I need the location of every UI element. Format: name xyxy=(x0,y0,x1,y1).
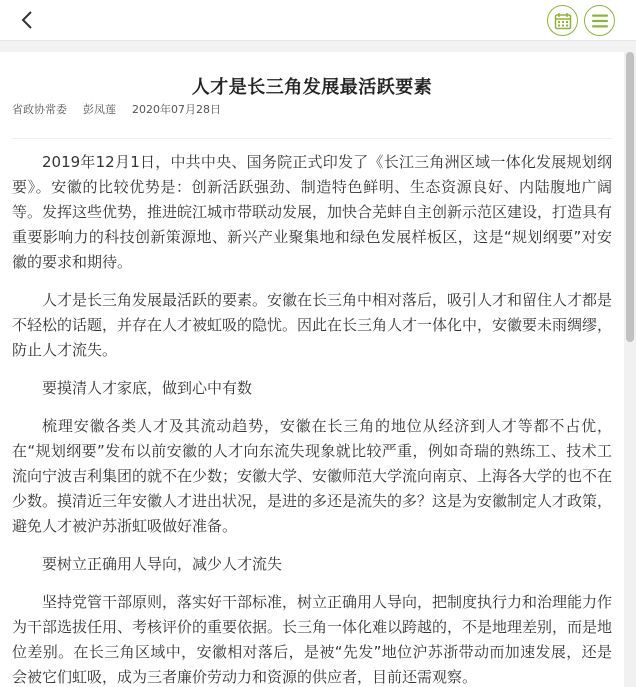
article-author: 彭凤莲 xyxy=(83,103,116,116)
back-button[interactable] xyxy=(16,8,40,32)
article-source: 省政协常委 xyxy=(12,103,67,116)
calendar-icon xyxy=(554,12,572,30)
article-body xyxy=(0,52,624,687)
article-date: 2020年07月28日 xyxy=(132,103,221,116)
calendar-button[interactable] xyxy=(547,5,578,36)
paragraph: 人才是长三角发展最活跃的要素。安徽在长三角中相对落后，吸引人才和留住人才都是不轻松的话题，并存在人才被虹吸的隐忧。因此在长三角人才一体化中，安徽要未雨绸缪，防止人才流失。 xyxy=(12,291,613,359)
paragraph: 梳理安徽各类人才及其流动趋势，安徽在长三角的地位从经济到人才等都不占优，在“规划纲要”发布以前安徽的人才向东流失现象就比较严重，例如奇瑞的熟练工、技术工流向宁波吉利集团的就不在少数；安徽大学、安徽师范大学流向南京、上海各大学的也不在少数。摸清近三年安徽人才进出状况，是进的多还是流失的多？这是为安徽制定人才政策，避免人才被沪苏浙虹吸做好准备。 xyxy=(12,417,613,535)
scrollbar-thumb[interactable] xyxy=(626,52,634,342)
section-heading: 要树立正确用人导向，减少人才流失 xyxy=(42,555,283,573)
meta-divider xyxy=(12,138,612,139)
paragraph: 坚持党管干部原则，落实好干部标准，树立正确用人导向，把制度执行力和治理能力作为干部选拔任用、考核评价的重要依据。长三角一体化难以跨越的，不是地理差别，而是地位差别。在长三角区域中，安徽相对落后，是被“先发”地位沪苏浙带动而加速发展，还是会被它们虹吸，成为三者廉价劳动力和资源的供应者，目前还需观察。 xyxy=(12,593,613,686)
section-heading: 要摸清人才家底，做到心中有数 xyxy=(42,379,253,397)
chevron-left-icon xyxy=(16,8,40,32)
article-meta xyxy=(12,102,612,118)
menu-button[interactable] xyxy=(584,5,615,36)
top-bar xyxy=(0,0,636,40)
article-title: 人才是长三角发展最活跃要素 xyxy=(191,77,433,98)
paragraph: 2019年12月1日，中共中央、国务院正式印发了《长江三角洲区域一体化发展规划纲要》。安徽的比较优势是：创新活跃强劲、制造特色鲜明、生态资源良好、内陆腹地广阔等。发挥这些优势，推进皖江城市带联动发展，加快合芜蚌自主创新示范区建设，打造具有重要影响力的科技创新策源地、新兴产业聚集地和绿色发展样板区，这是“规划纲要”对安徽的要求和期待。 xyxy=(12,153,613,271)
hamburger-menu-icon xyxy=(591,13,609,29)
header-divider xyxy=(0,40,636,52)
